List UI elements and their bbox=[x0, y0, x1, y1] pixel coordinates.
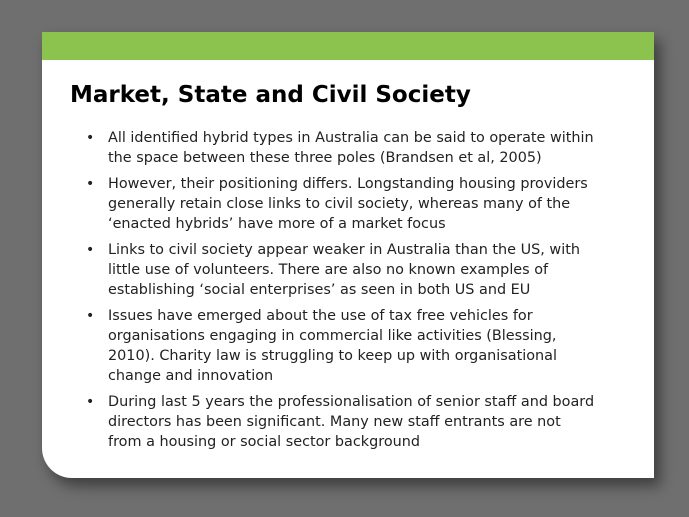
bullet-dot-icon: • bbox=[86, 394, 95, 410]
bullet-dot-icon: • bbox=[86, 130, 95, 146]
slide-title: Market, State and Civil Society bbox=[70, 82, 471, 108]
bullet-text-line: the space between these three poles (Brandsen et al, 2005) bbox=[108, 150, 542, 166]
bullet-text-line: organisations engaging in commercial like activities (Blessing, bbox=[108, 328, 557, 344]
bullet-text-line: directors has been significant. Many new staff entrants are not bbox=[108, 414, 561, 430]
bullet-item bbox=[42, 174, 654, 234]
bullet-text-line: Links to civil society appear weaker in Australia than the US, with bbox=[108, 242, 580, 258]
bullet-dot-icon: • bbox=[86, 176, 95, 192]
bullet-list bbox=[42, 128, 654, 458]
bullet-text-line: establishing ‘social enterprises’ as seen in both US and EU bbox=[108, 282, 531, 298]
bullet-text-line: All identified hybrid types in Australia can be said to operate within bbox=[108, 130, 594, 146]
accent-bar bbox=[42, 32, 654, 60]
bullet-item bbox=[42, 240, 654, 300]
bullet-dot-icon: • bbox=[86, 242, 95, 258]
bullet-item bbox=[42, 306, 654, 386]
slide bbox=[42, 32, 654, 478]
bullet-text-line: Issues have emerged about the use of tax free vehicles for bbox=[108, 308, 533, 324]
bullet-text-line: from a housing or social sector background bbox=[108, 434, 421, 450]
bullet-text-line: However, their positioning differs. Longstanding housing providers bbox=[108, 176, 588, 192]
bullet-text-line: little use of volunteers. There are also no known examples of bbox=[108, 262, 549, 278]
bullet-text-line: 2010). Charity law is struggling to keep up with organisational bbox=[108, 348, 557, 364]
bullet-text-line: change and innovation bbox=[108, 368, 274, 384]
bullet-text-line: During last 5 years the professionalisation of senior staff and board bbox=[108, 394, 595, 410]
bullet-item bbox=[42, 128, 654, 168]
bullet-text-line: ‘enacted hybrids’ have more of a market focus bbox=[108, 216, 446, 232]
bullet-dot-icon: • bbox=[86, 308, 95, 324]
bullet-item bbox=[42, 392, 654, 452]
bullet-text-line: generally retain close links to civil society, whereas many of the bbox=[108, 196, 571, 212]
